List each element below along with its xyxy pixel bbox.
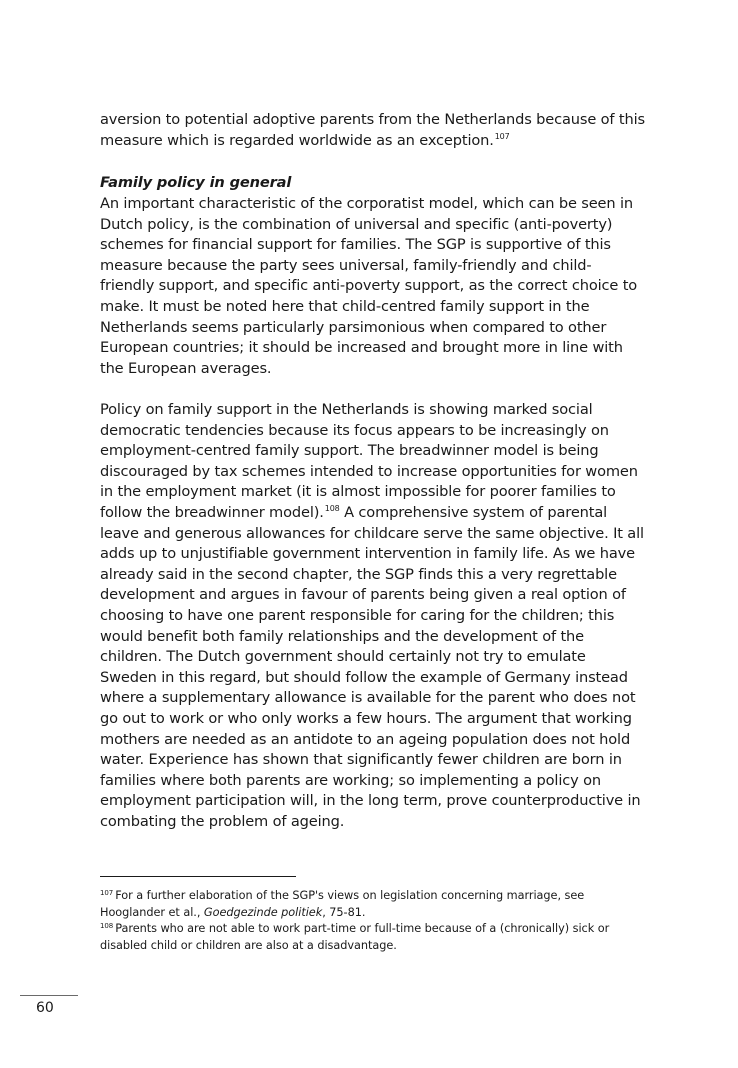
footnote-divider: [100, 876, 296, 877]
body-paragraph-2-part-1: Policy on family support in the Netherlands is showing marked social democratic tendencies because its focus appears to be increasingly on employment-centred family support. The breadwinner model is being discouraged by tax schemes intended to increase opportunities for women in the employment market (it is almost impossible for poorer families to follow the breadwinner model).: [100, 401, 638, 521]
intro-text: aversion to potential adoptive parents from the Netherlands because of this measure which is regarded worldwide as an exception.: [100, 111, 645, 149]
footnote-text: Parents who are not able to work part-time or full-time because of a (chronically) sick or disabled child or children are also at a disadvantage.: [100, 922, 610, 952]
footnote-text: For a further elaboration of the SGP's views on legislation concerning marriage, see Hooglander et al.,: [100, 889, 585, 919]
footnote-number: 108: [100, 922, 114, 930]
footnote-number: 107: [100, 889, 114, 897]
intro-paragraph: [100, 110, 645, 151]
footnote-pages: , 75-81.: [322, 905, 366, 919]
body-paragraph-2-part-2: A comprehensive system of parental leave and generous allowances for childcare serve the same objective. It all adds up to unjustifiable government intervention in family life. As we have already said in the second chapter, the SGP finds this a very regrettable development and argues in favour of parents being given a real option of choosing to have one parent responsible for caring for the children; this would benefit both family relationships and the development of the children. The Dutch government should certainly not try to emulate Sweden in this regard, but should follow the example of Germany instead where a supplementary allowance is available for the parent who does not go out to work or who only works a few hours. The argument that working mothers are needed as an antidote to an ageing population does not hold water. Experience has shown that significantly fewer children are born in families where both parents are working; so implementing a policy on employment participation will, in the long term, prove counterproductive in combating the problem of ageing.: [100, 503, 644, 830]
footnote-ref-108[interactable]: 108: [324, 503, 340, 513]
footnote-108: [100, 921, 645, 954]
body-paragraph-2: [100, 400, 645, 832]
page-number-rule: [20, 995, 78, 996]
footnote-107: [100, 888, 645, 921]
page-number: 60: [36, 1000, 54, 1016]
footnotes: [100, 888, 645, 954]
footnote-ref-107[interactable]: 107: [494, 131, 510, 141]
body-paragraph-1: An important characteristic of the corporatist model, which can be seen in Dutch policy, is the combination of universal and specific (anti-poverty) schemes for financial support for families. The SGP is supportive of this measure because the party sees universal, family-friendly and child-friendly support, and specific anti-poverty support, as the correct choice to make. It must be noted here that child-centred family support in the Netherlands seems particularly parsimonious when compared to other European countries; it should be increased and brought more in line with the European averages.: [100, 195, 638, 377]
section-heading: Family policy in general: [100, 174, 292, 191]
footnote-book-title: Goedgezinde politiek: [203, 905, 323, 919]
